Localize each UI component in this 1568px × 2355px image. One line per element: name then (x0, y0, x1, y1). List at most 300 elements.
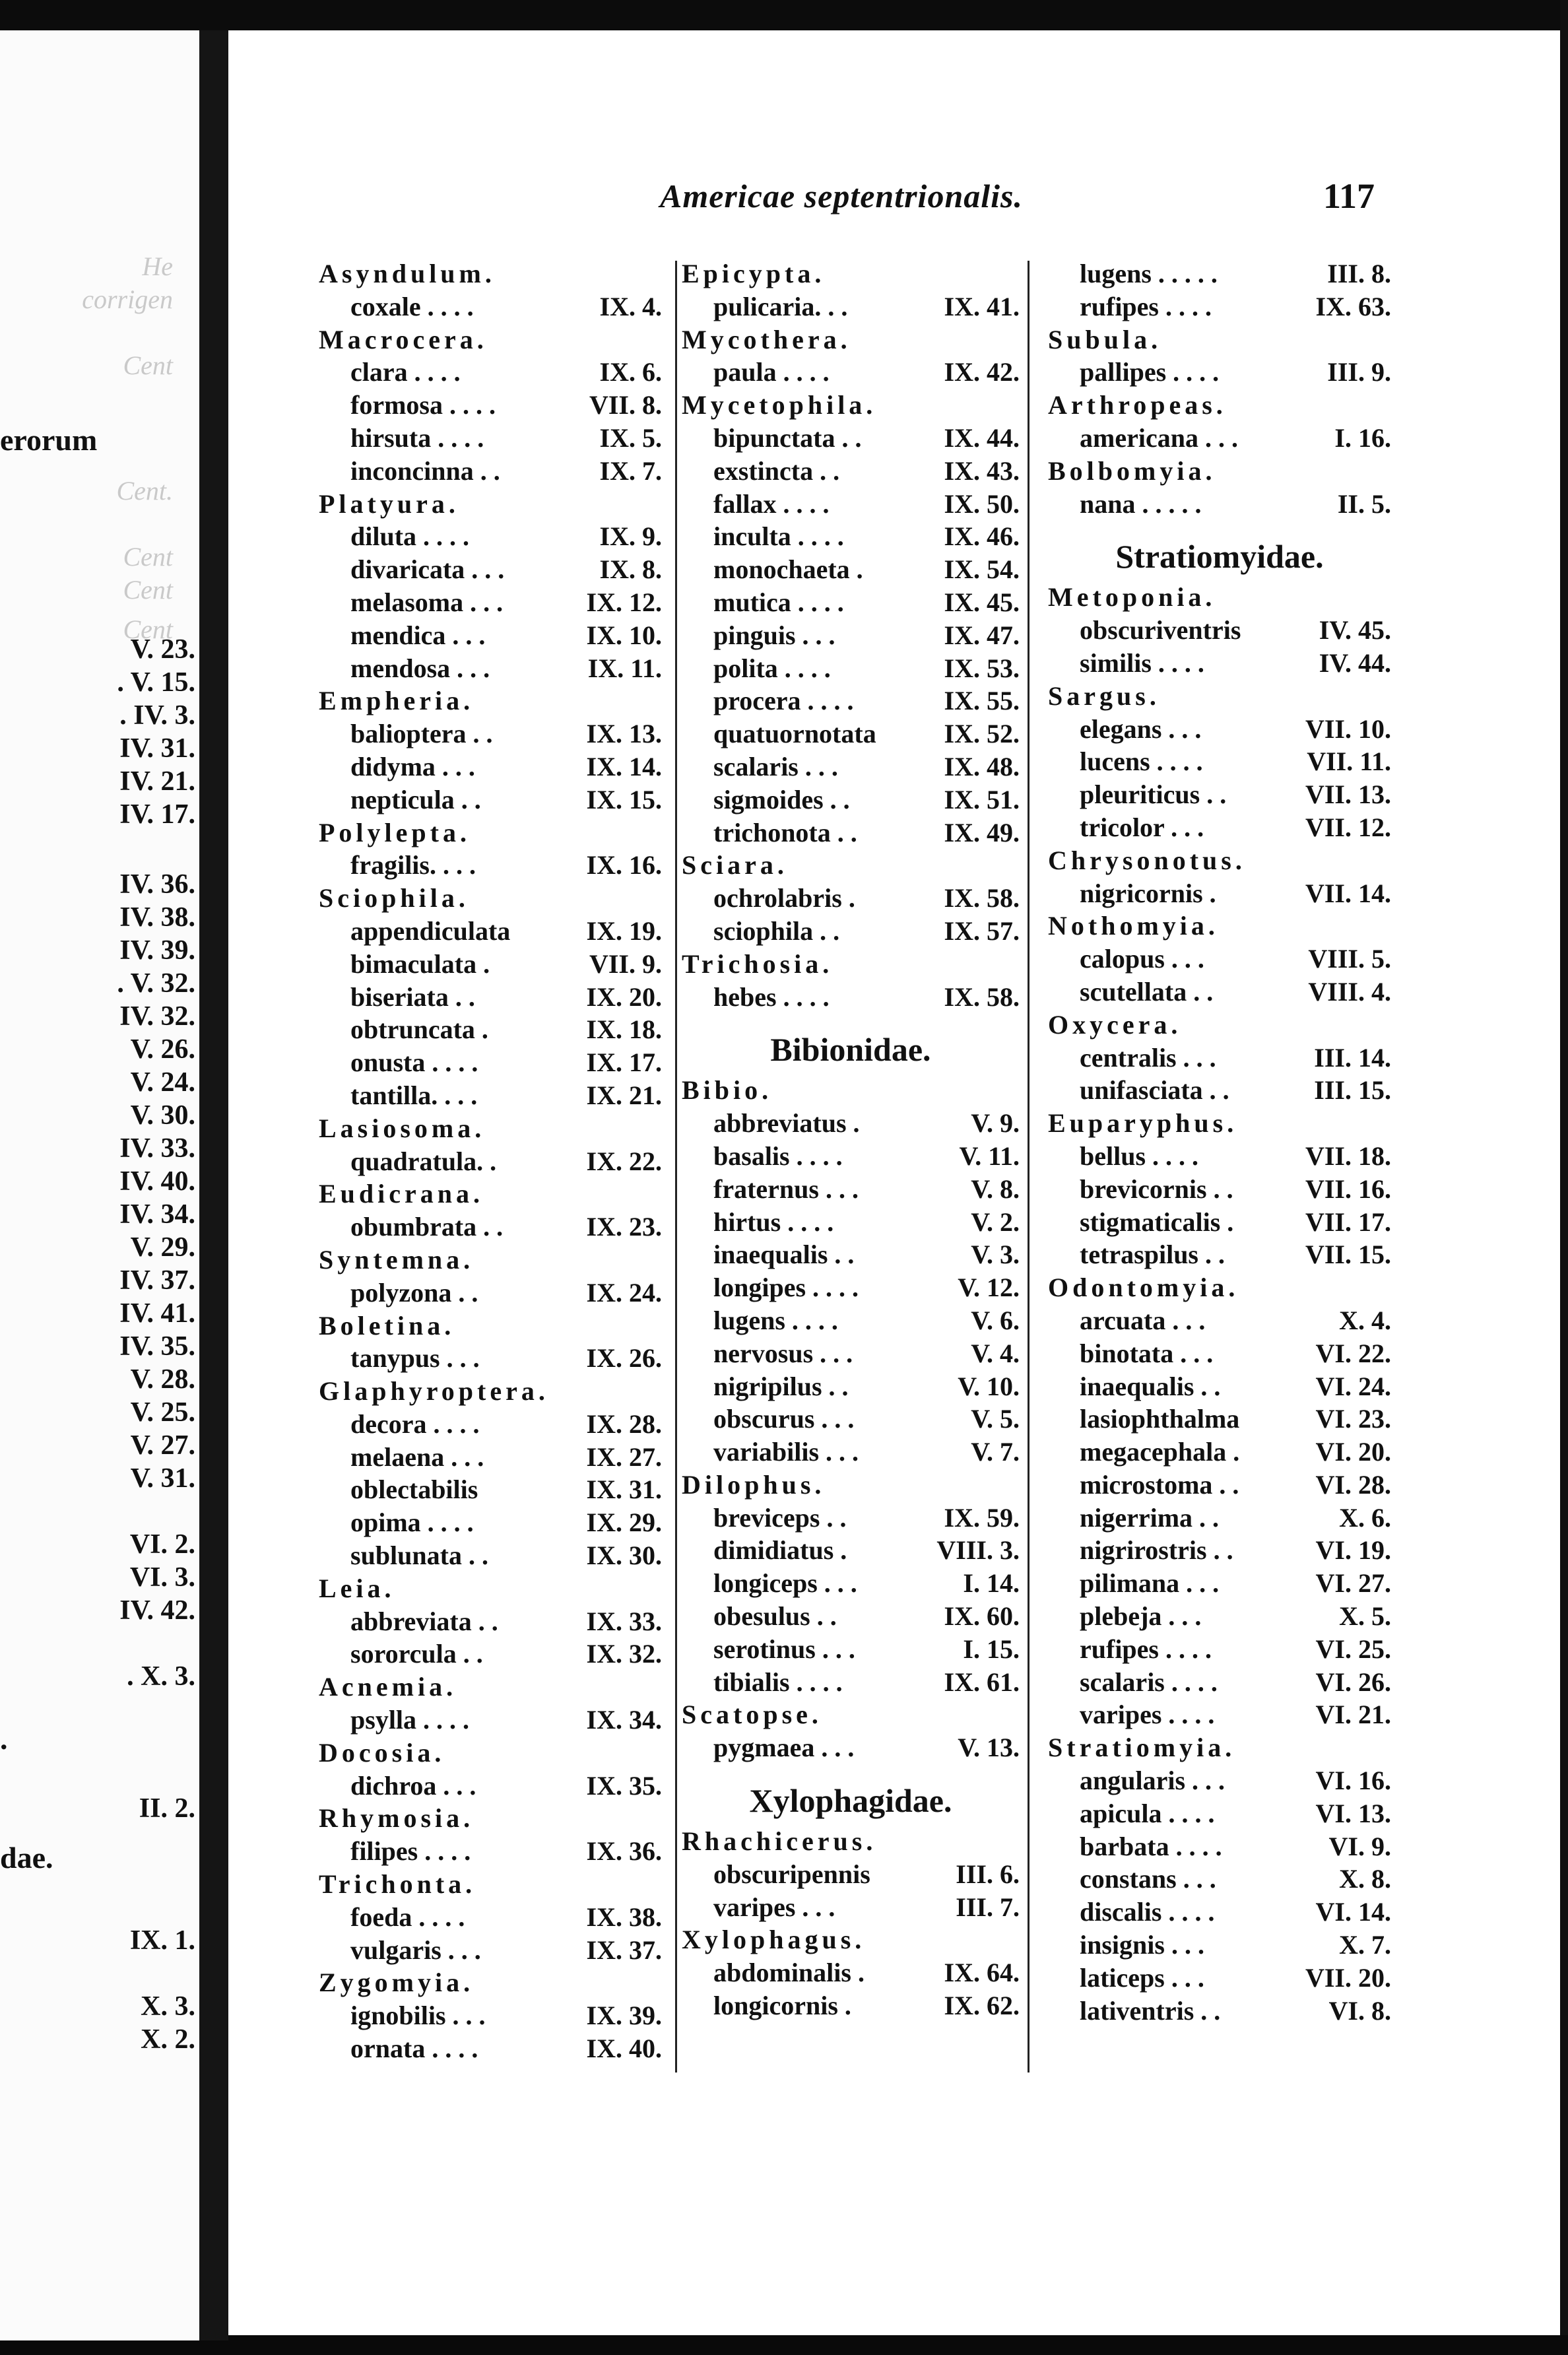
species-entry (319, 1704, 662, 1737)
species-name: paula . . . . (713, 357, 830, 387)
left-page-reference: . X. 3. (127, 1661, 195, 1692)
species-entry (1048, 745, 1391, 778)
species-entry (319, 1013, 662, 1046)
left-page-reference: V. 24. (130, 1067, 195, 1098)
species-name: didyma . . . (350, 751, 475, 781)
plate-reference: IX. 53. (944, 653, 1020, 683)
species-name: megacephala . (1080, 1437, 1240, 1467)
genus-heading: Arthropeas. (1048, 390, 1227, 420)
genus-heading: Macrocera. (319, 324, 488, 354)
species-entry (319, 849, 662, 882)
species-name: exstincta . . (713, 455, 840, 486)
plate-reference: IX. 40. (586, 2034, 662, 2064)
species-name: varipes . . . (713, 1892, 835, 1922)
plate-reference: VII. 11. (1307, 746, 1391, 777)
plate-reference: III. 6. (956, 1859, 1020, 1889)
genus-heading: Mycothera. (682, 324, 851, 354)
plate-reference: VII. 15. (1305, 1240, 1391, 1270)
left-page-reference: X. 3. (141, 1991, 195, 2022)
species-name: fragilis. . . . (350, 850, 476, 880)
plate-reference: IX. 32. (586, 1639, 662, 1669)
genus-heading: Scatopse. (682, 1700, 822, 1730)
plate-reference: III. 8. (1327, 259, 1391, 288)
species-name: mendica . . . (350, 620, 486, 650)
plate-reference: VI. 23. (1315, 1404, 1391, 1434)
species-entry (682, 1140, 1020, 1173)
species-name: similis . . . . (1080, 647, 1204, 678)
left-page-reference: IV. 39. (119, 935, 195, 966)
left-page-reference: IV. 35. (119, 1331, 195, 1362)
species-name: tantilla. . . . (350, 1080, 478, 1110)
plate-reference: VI. 9. (1328, 1831, 1391, 1861)
plate-reference: V. 13. (958, 1733, 1020, 1763)
plate-reference: X. 8. (1339, 1864, 1391, 1894)
species-name: abbreviata . . (350, 1606, 498, 1636)
plate-reference: IX. 48. (944, 751, 1020, 781)
genus-heading: Platyura. (319, 488, 459, 519)
plate-reference: I. 15. (963, 1634, 1020, 1664)
left-page-reference: V. 27. (130, 1430, 195, 1461)
species-name: opima . . . . (350, 1508, 474, 1538)
species-name: hebes . . . . (713, 981, 830, 1012)
species-name: obscuriventris (1080, 615, 1241, 646)
species-entry (319, 1145, 662, 1178)
species-entry (682, 882, 1020, 915)
plate-reference: VI. 8. (1328, 1995, 1391, 2026)
species-name: scutellata . . (1080, 976, 1214, 1007)
plate-reference: IX. 17. (586, 1047, 662, 1078)
plate-reference: IX. 55. (944, 686, 1020, 716)
species-entry (1048, 877, 1391, 910)
species-entry (1048, 1370, 1391, 1403)
species-name: fraternus . . . (713, 1174, 859, 1204)
plate-reference: VII. 20. (1305, 1962, 1391, 1993)
species-name: decora . . . . (350, 1409, 480, 1439)
species-entry (319, 1934, 662, 1967)
species-entry (1048, 1337, 1391, 1370)
index-column-3 (1048, 257, 1391, 2027)
scan-top-border (0, 0, 1568, 30)
species-entry (1048, 1896, 1391, 1929)
species-entry (319, 422, 662, 455)
species-name: hirsuta . . . . (350, 422, 484, 453)
left-page-reference: IV. 36. (119, 869, 195, 900)
species-entry (682, 290, 1020, 323)
plate-reference: IX. 30. (586, 1541, 662, 1571)
species-name: onusta . . . . (350, 1047, 478, 1078)
plate-reference: IX. 9. (599, 521, 662, 552)
species-entry (319, 1342, 662, 1375)
species-name: sororcula . . (350, 1639, 483, 1669)
species-entry (1048, 1764, 1391, 1797)
plate-reference: IX. 18. (586, 1014, 662, 1045)
species-name: nigricornis . (1080, 878, 1216, 908)
family-name: Stratiomyidae. (1115, 538, 1324, 576)
species-entry (682, 1206, 1020, 1239)
species-name: pallipes . . . . (1080, 357, 1220, 387)
species-entry (319, 1408, 662, 1441)
species-entry (682, 652, 1020, 685)
species-name: inaequalis . . (1080, 1371, 1221, 1401)
plate-reference: IX. 57. (944, 915, 1020, 946)
species-name: obumbrata . . (350, 1212, 504, 1242)
species-name: tibialis . . . . (713, 1667, 843, 1697)
species-entry (682, 1173, 1020, 1206)
species-entry (1048, 1863, 1391, 1896)
species-name: fallax . . . . (713, 488, 830, 519)
species-entry (682, 684, 1020, 717)
plate-reference: VI. 24. (1315, 1371, 1391, 1401)
species-entry (1048, 1206, 1391, 1239)
species-entry (319, 652, 662, 685)
species-name: americana . . . (1080, 422, 1238, 453)
species-name: formosa . . . . (350, 390, 496, 420)
plate-reference: IX. 8. (599, 554, 662, 585)
species-name: barbata . . . . (1080, 1831, 1222, 1861)
plate-reference: VI. 20. (1315, 1437, 1391, 1467)
plate-reference: IX. 21. (586, 1080, 662, 1110)
species-name: pygmaea . . . (713, 1733, 855, 1763)
species-entry (682, 1600, 1020, 1633)
species-name: lucens . . . . (1080, 746, 1203, 777)
plate-reference: IX. 61. (944, 1667, 1020, 1697)
species-name: microstoma . . (1080, 1469, 1239, 1500)
running-title: Americae septentrionalis. (660, 178, 1023, 215)
left-page-bleedthrough: Cent (123, 350, 173, 380)
plate-reference: IX. 41. (944, 291, 1020, 321)
family-heading (682, 1013, 1020, 1074)
plate-reference: IX. 31. (586, 1475, 662, 1505)
species-name: psylla . . . . (350, 1705, 470, 1735)
left-page-reference: IV. 33. (119, 1133, 195, 1164)
plate-reference: VII. 17. (1305, 1207, 1391, 1237)
plate-reference: VII. 9. (589, 948, 662, 979)
species-name: balioptera . . (350, 719, 493, 749)
plate-reference: IX. 29. (586, 1508, 662, 1538)
left-page-reference: V. 23. (130, 634, 195, 665)
species-entry (682, 750, 1020, 783)
plate-reference: V. 2. (971, 1207, 1020, 1237)
species-entry (1048, 1469, 1391, 1502)
species-name: obscurus . . . (713, 1404, 855, 1434)
species-name: discalis . . . . (1080, 1897, 1215, 1927)
plate-reference: IX. 63. (1315, 291, 1391, 321)
species-name: nigerrima . . (1080, 1502, 1220, 1533)
species-name: apicula . . . . (1080, 1798, 1215, 1828)
plate-reference: VI. 22. (1315, 1338, 1391, 1368)
genus-heading: Subula. (1048, 324, 1162, 354)
genus-heading: Eudicrana. (319, 1179, 484, 1209)
plate-reference: IX. 50. (944, 488, 1020, 519)
species-name: vulgaris . . . (350, 1935, 481, 1965)
left-page-reference: V. 30. (130, 1100, 195, 1131)
plate-reference: IX. 24. (586, 1277, 662, 1308)
species-name: angularis . . . (1080, 1766, 1225, 1796)
species-entry (1048, 1830, 1391, 1863)
species-name: dimidiatus . (713, 1535, 847, 1566)
species-entry (319, 1441, 662, 1474)
plate-reference: VI. 16. (1315, 1766, 1391, 1796)
species-name: sigmoides . . (713, 784, 850, 814)
genus-heading: Trichonta. (319, 1869, 476, 1900)
left-page-reference: . V. 15. (117, 667, 195, 698)
species-name: nervosus . . . (713, 1338, 853, 1368)
species-name: lativentris . . (1080, 1995, 1221, 2026)
plate-reference: VIII. 5. (1308, 944, 1391, 974)
species-entry (319, 1999, 662, 2032)
species-name: varipes . . . . (1080, 1700, 1215, 1730)
species-name: pinguis . . . (713, 620, 835, 650)
genus-heading: Metoponia. (1048, 582, 1216, 613)
species-entry (1048, 1173, 1391, 1206)
species-entry (1048, 976, 1391, 1009)
species-entry (682, 586, 1020, 619)
plate-reference: IX. 20. (586, 981, 662, 1012)
plate-reference: IX. 28. (586, 1409, 662, 1439)
species-entry (682, 783, 1020, 816)
species-entry (682, 619, 1020, 652)
species-entry (1048, 1436, 1391, 1469)
species-name: diluta . . . . (350, 521, 470, 552)
genus-heading: Chrysonotus. (1048, 845, 1246, 875)
species-name: obtruncata . (350, 1014, 488, 1045)
species-name: inculta . . . . (713, 521, 844, 552)
left-page-reference: VI. 2. (129, 1529, 195, 1560)
species-entry (1048, 290, 1391, 323)
genus-heading: Lasiosoma. (319, 1113, 486, 1143)
species-name: ornata . . . . (350, 2034, 478, 2064)
left-page-reference: IV. 21. (119, 766, 195, 797)
species-entry (682, 1238, 1020, 1271)
species-entry (1048, 614, 1391, 647)
species-entry (319, 389, 662, 422)
plate-reference: IX. 27. (586, 1442, 662, 1472)
species-entry (1048, 1962, 1391, 1995)
genus-heading: Mycetophila. (682, 390, 877, 420)
plate-reference: IX. 7. (599, 455, 662, 486)
species-name: procera . . . . (713, 686, 854, 716)
left-page-reference: IV. 32. (119, 1001, 195, 1032)
species-name: quatuornotata (713, 719, 876, 749)
species-entry (319, 1539, 662, 1572)
species-name: clara . . . . (350, 357, 461, 387)
species-entry (1048, 811, 1391, 844)
genus-heading: Empheria. (319, 686, 474, 716)
species-entry (682, 1731, 1020, 1764)
plate-reference: IX. 16. (586, 850, 662, 880)
species-name: sublunata . . (350, 1541, 488, 1571)
plate-reference: V. 11. (959, 1141, 1020, 1171)
species-entry (319, 783, 662, 816)
scan-bottom-border (0, 2335, 1568, 2355)
species-entry (1048, 1995, 1391, 2028)
left-page-reference: . V. 32. (117, 968, 195, 999)
index-column-1 (319, 257, 662, 2065)
plate-reference: VI. 13. (1315, 1798, 1391, 1828)
species-name: tanypus . . . (350, 1343, 480, 1374)
species-name: bipunctata . . (713, 422, 862, 453)
species-entry (1048, 1238, 1391, 1271)
species-name: filipes . . . . (350, 1836, 471, 1867)
species-entry (319, 1211, 662, 1244)
plate-reference: VII. 14. (1305, 878, 1391, 908)
species-entry (319, 1770, 662, 1803)
plate-reference: IX. 33. (586, 1606, 662, 1636)
species-name: melasoma . . . (350, 587, 504, 617)
species-entry (682, 1370, 1020, 1403)
species-name: polyzona . . (350, 1277, 478, 1308)
species-entry (1048, 778, 1391, 811)
species-entry (1048, 257, 1391, 290)
species-name: scalaris . . . . (1080, 1667, 1218, 1697)
genus-heading: Nothomyia. (1048, 911, 1219, 941)
species-name: divaricata . . . (350, 554, 505, 585)
left-page-bleedthrough: He (142, 251, 173, 281)
plate-reference: X. 7. (1339, 1930, 1391, 1960)
left-page-bleedthrough: corrigen (82, 284, 173, 314)
left-page-reference: IV. 40. (119, 1166, 195, 1197)
species-name: obesulus . . (713, 1601, 837, 1632)
species-name: biseriata . . (350, 981, 475, 1012)
species-entry (319, 915, 662, 948)
column-divider (1028, 261, 1029, 2073)
species-name: calopus . . . (1080, 944, 1204, 974)
species-entry (682, 1989, 1020, 2022)
species-entry (1048, 422, 1391, 455)
species-name: longicornis . (713, 1991, 851, 2021)
plate-reference: IX. 13. (586, 719, 662, 749)
species-name: variabilis . . . (713, 1437, 859, 1467)
left-page-reference: IV. 31. (119, 733, 195, 764)
genus-heading: Sciophila. (319, 883, 469, 913)
species-entry (1048, 1666, 1391, 1699)
species-name: laticeps . . . (1080, 1962, 1204, 1993)
species-name: pulicaria. . . (713, 291, 848, 321)
plate-reference: IX. 22. (586, 1146, 662, 1176)
genus-heading: Trichosia. (682, 948, 833, 979)
genus-heading: Boletina. (319, 1310, 455, 1341)
genus-heading: Epicypta. (682, 259, 826, 288)
genus-heading: Asyndulum. (319, 259, 496, 288)
plate-reference: V. 8. (971, 1174, 1020, 1204)
species-name: sciophila . . (713, 915, 840, 946)
species-name: bimaculata . (350, 948, 490, 979)
plate-reference: IX. 46. (944, 521, 1020, 552)
left-page-reference: IV. 38. (119, 902, 195, 933)
species-name: ignobilis . . . (350, 2001, 486, 2031)
species-entry (319, 1835, 662, 1868)
species-name: coxale . . . . (350, 291, 474, 321)
plate-reference: IX. 6. (599, 357, 662, 387)
plate-reference: IX. 12. (586, 587, 662, 617)
plate-reference: V. 5. (971, 1404, 1020, 1434)
left-page-reference: IV. 34. (119, 1199, 195, 1230)
genus-heading: Stratiomyia. (1048, 1733, 1236, 1763)
plate-reference: IX. 36. (586, 1836, 662, 1867)
species-entry (682, 1534, 1020, 1567)
plate-reference: IX. 5. (599, 422, 662, 453)
species-name: brevicornis . . (1080, 1174, 1233, 1204)
species-entry (1048, 1403, 1391, 1436)
species-name: nigripilus . . (713, 1371, 849, 1401)
left-page-reference: V. 25. (130, 1397, 195, 1428)
species-entry (319, 1605, 662, 1638)
index-column-2 (682, 257, 1020, 2022)
genus-heading: Oxycera. (1048, 1009, 1182, 1040)
species-name: nigrirostris . . (1080, 1535, 1233, 1566)
species-entry (682, 1633, 1020, 1666)
species-entry (319, 1277, 662, 1310)
left-page-word: dae. (0, 1841, 53, 1874)
genus-heading: Bibio. (682, 1075, 773, 1106)
genus-heading: Bolbomyia. (1048, 455, 1216, 486)
species-name: tetraspilus . . (1080, 1240, 1225, 1270)
left-page-reference: IV. 17. (119, 799, 195, 830)
species-name: arcuata . . . (1080, 1305, 1206, 1335)
species-name: lasiophthalma (1080, 1404, 1240, 1434)
species-entry (319, 1079, 662, 1112)
plate-reference: IX. 35. (586, 1770, 662, 1801)
species-name: oblectabilis (350, 1475, 478, 1505)
species-entry (1048, 943, 1391, 976)
plate-reference: V. 9. (971, 1108, 1020, 1139)
column-divider (675, 261, 677, 2073)
left-page-reference: IV. 37. (119, 1265, 195, 1296)
plate-reference: IX. 14. (586, 751, 662, 781)
species-name: dichroa . . . (350, 1770, 476, 1801)
plate-reference: IX. 60. (944, 1601, 1020, 1632)
left-page-reference: VI. 3. (129, 1562, 195, 1593)
left-page-fragment (0, 30, 199, 2340)
plate-reference: IV. 45. (1319, 615, 1391, 646)
species-name: plebeja . . . (1080, 1601, 1202, 1632)
species-name: unifasciata . . (1080, 1075, 1229, 1106)
genus-heading: Glaphyroptera. (319, 1376, 549, 1407)
plate-reference: IX. 58. (944, 883, 1020, 913)
species-name: basalis . . . . (713, 1141, 843, 1171)
plate-reference: III. 9. (1327, 357, 1391, 387)
species-entry (682, 488, 1020, 521)
species-name: longipes . . . . (713, 1273, 859, 1303)
book-gutter (199, 30, 228, 2340)
left-page-reference: V. 29. (130, 1232, 195, 1263)
plate-reference: IX. 52. (944, 719, 1020, 749)
left-page-reference: V. 26. (130, 1034, 195, 1065)
species-entry (682, 1403, 1020, 1436)
species-entry (1048, 1074, 1391, 1107)
species-entry (682, 1304, 1020, 1337)
species-entry (319, 1506, 662, 1539)
species-name: polita . . . . (713, 653, 831, 683)
species-entry (319, 586, 662, 619)
species-entry (319, 1638, 662, 1671)
species-name: elegans . . . (1080, 713, 1202, 744)
species-entry (1048, 1698, 1391, 1731)
plate-reference: X. 6. (1339, 1502, 1391, 1533)
species-entry (319, 1901, 662, 1934)
species-entry (682, 981, 1020, 1014)
plate-reference: IX. 44. (944, 422, 1020, 453)
species-entry (1048, 1567, 1391, 1600)
plate-reference: VI. 21. (1315, 1700, 1391, 1730)
species-entry (682, 1271, 1020, 1304)
genus-heading: Docosia. (319, 1737, 445, 1768)
plate-reference: VII. 13. (1305, 779, 1391, 810)
species-name: insignis . . . (1080, 1930, 1204, 1960)
plate-reference: IX. 15. (586, 784, 662, 814)
genus-heading: Odontomyia. (1048, 1273, 1239, 1303)
plate-reference: X. 4. (1339, 1305, 1391, 1335)
